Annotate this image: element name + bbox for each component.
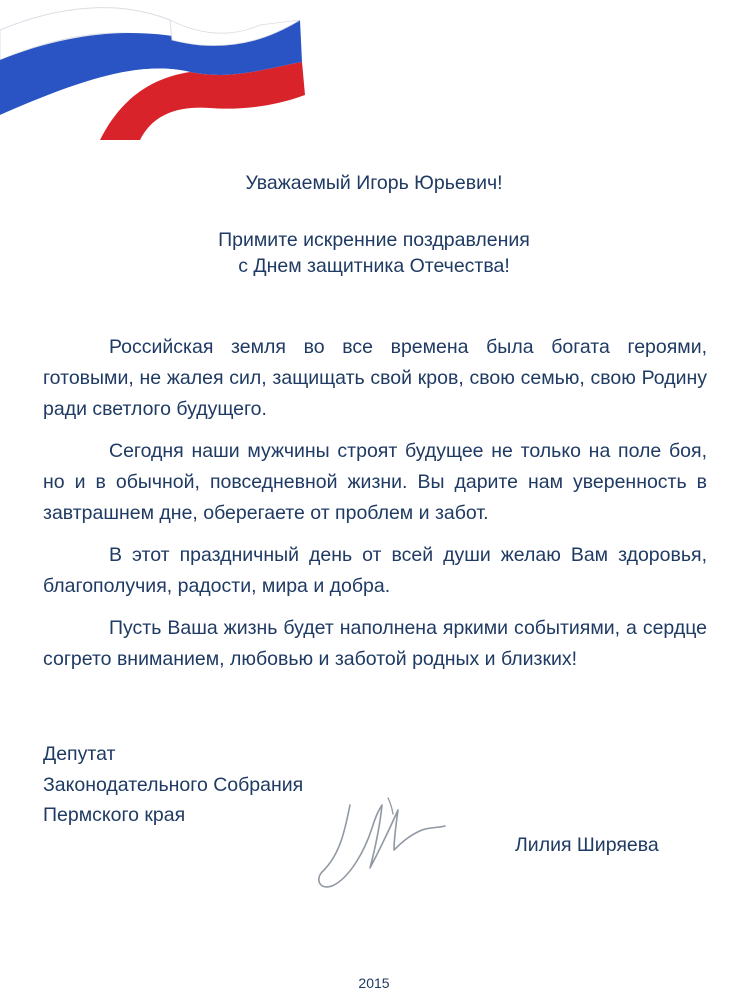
sender-organization: Законодательного Собрания: [43, 773, 304, 796]
congratulations-line-2: с Днем защитника Отечества!: [238, 255, 510, 277]
sender-title: Депутат: [43, 743, 116, 765]
sender-block: [43, 739, 303, 831]
body-paragraph: Сегодня наши мужчины строят будущее не только на поле боя, но и в обычной, повседневной жизни. Вы дарите нам уверенность в завтрашнем дне, оберегаете от проблем и забот.: [43, 440, 707, 524]
body-paragraph: В этот праздничный день от всей души желаю Вам здоровья, благополучия, радости, мира и добра.: [43, 544, 707, 597]
handwritten-signature-icon: [310, 790, 460, 895]
sender-region: Пермского края: [43, 804, 186, 826]
letter-body: [43, 332, 707, 686]
addressee-line: Уважаемый Игорь Юрьевич!: [245, 172, 503, 194]
congratulations-line-1: Примите искренние поздравления: [218, 229, 530, 251]
document-year: 2015: [358, 975, 390, 991]
body-paragraph: Российская земля во все времена была богата героями, готовыми, не жалея сил, защищать свой кров, свою семью, свою Родину ради светлого будущего.: [43, 336, 707, 420]
russian-flag-icon: [0, 0, 320, 160]
signer-name: Лилия Ширяева: [515, 834, 659, 856]
congratulations-heading: [0, 227, 748, 279]
body-paragraph: Пусть Ваша жизнь будет наполнена яркими событиями, а сердце согрето вниманием, любовью и заботой родных и близких!: [43, 617, 707, 670]
